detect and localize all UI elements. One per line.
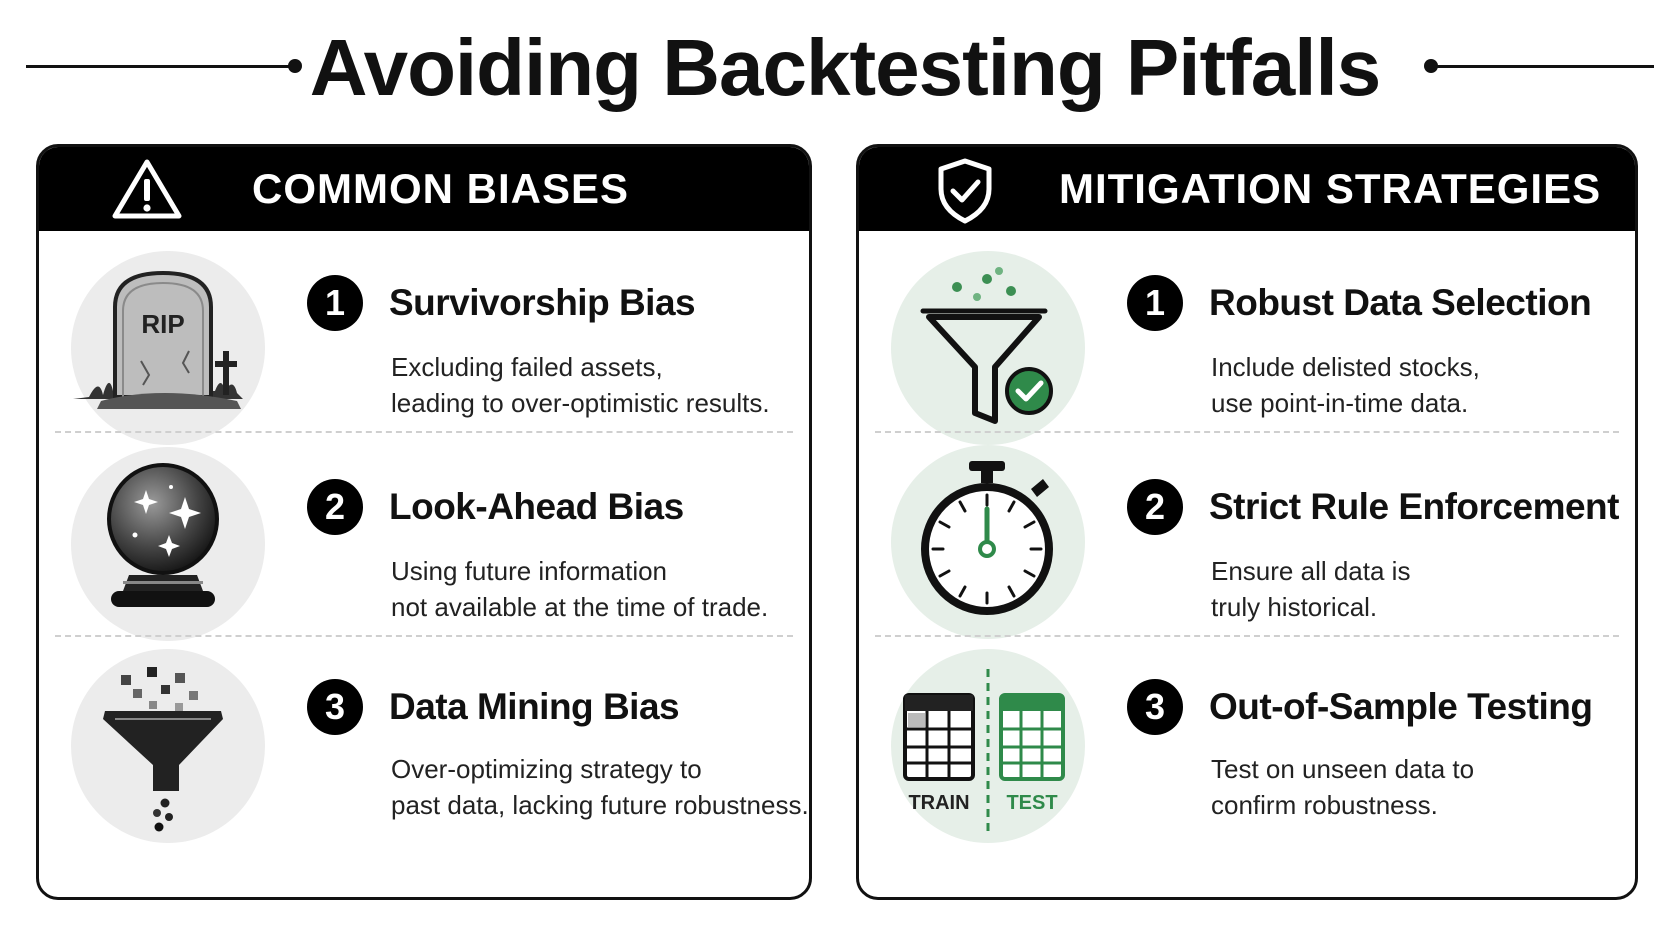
bias-1-title: Survivorship Bias [389,282,696,323]
train-label: TRAIN [908,792,970,814]
strategy-2-description [1211,553,1631,625]
bias-3-description-line-2: past data, lacking future robustness. [391,790,809,820]
bias-item-data-mining [39,639,809,855]
funnel-check-icon [891,251,1085,445]
warning-triangle-icon [111,157,183,226]
bias-2-number: 2 [307,479,363,535]
strategy-3-title: Out-of-Sample Testing [1209,686,1593,727]
strategy-3-description-line-2: confirm robustness. [1211,790,1438,820]
stopwatch-icon [891,445,1085,639]
common-biases-panel [36,144,812,900]
bias-divider-2 [55,635,793,637]
common-biases-heading: COMMON BIASES [252,165,630,212]
page-title: Avoiding Backtesting Pitfalls [309,23,1381,112]
strategy-item-robust-data [859,231,1635,447]
strategy-2-description-line-2: truly historical. [1211,592,1378,622]
strategy-1-description-line-2: use point-in-time data. [1211,388,1469,418]
strategy-item-out-of-sample [859,639,1635,855]
strategy-2-title: Strict Rule Enforcement [1209,486,1619,527]
strategy-3-description [1211,751,1631,823]
bias-1-description [391,349,811,421]
strategy-3-number: 3 [1127,679,1183,735]
strategy-3-description-line-1: Test on unseen data to [1211,754,1475,784]
title-rule-left [26,65,294,68]
mitigation-strategies-header [859,147,1635,231]
strategy-1-number: 1 [1127,275,1183,331]
title-rule-right [1432,65,1654,68]
bias-3-description-line-1: Over-optimizing strategy to [391,754,702,784]
bias-1-description-line-2: leading to over-optimistic results. [391,388,770,418]
bias-2-description-line-2: not available at the time of trade. [391,592,769,622]
strategy-divider-2 [875,635,1619,637]
bias-item-survivorship [39,231,809,447]
bias-1-number: 1 [307,275,363,331]
funnel-pixels-icon [71,649,265,843]
bias-2-title: Look-Ahead Bias [389,486,684,527]
train-test-split-icon [891,649,1085,843]
test-label: TEST [1006,792,1058,814]
strategy-item-strict-rules [859,435,1635,651]
strategy-2-number: 2 [1127,479,1183,535]
bias-1-description-line-1: Excluding failed assets, [391,352,663,382]
strategy-2-description-line-1: Ensure all data is [1211,556,1411,586]
strategy-1-description-line-1: Include delisted stocks, [1211,352,1480,382]
bias-3-title: Data Mining Bias [389,686,680,727]
mitigation-strategies-heading: MITIGATION STRATEGIES [1059,165,1602,212]
bias-2-description [391,553,811,625]
tombstone-rip-text: RIP [141,309,185,339]
bias-3-number: 3 [307,679,363,735]
tombstone-icon [71,251,265,445]
bias-2-description-line-1: Using future information [391,556,668,586]
strategy-1-title: Robust Data Selection [1209,282,1592,323]
mitigation-strategies-panel [856,144,1638,900]
bias-3-description [391,751,811,823]
strategy-divider-1 [875,431,1619,433]
crystal-ball-icon [71,447,265,641]
title-row [0,18,1672,118]
common-biases-header [39,147,809,231]
shield-check-icon [935,157,995,230]
bias-item-look-ahead [39,435,809,651]
strategy-1-description [1211,349,1631,421]
bias-divider-1 [55,431,793,433]
